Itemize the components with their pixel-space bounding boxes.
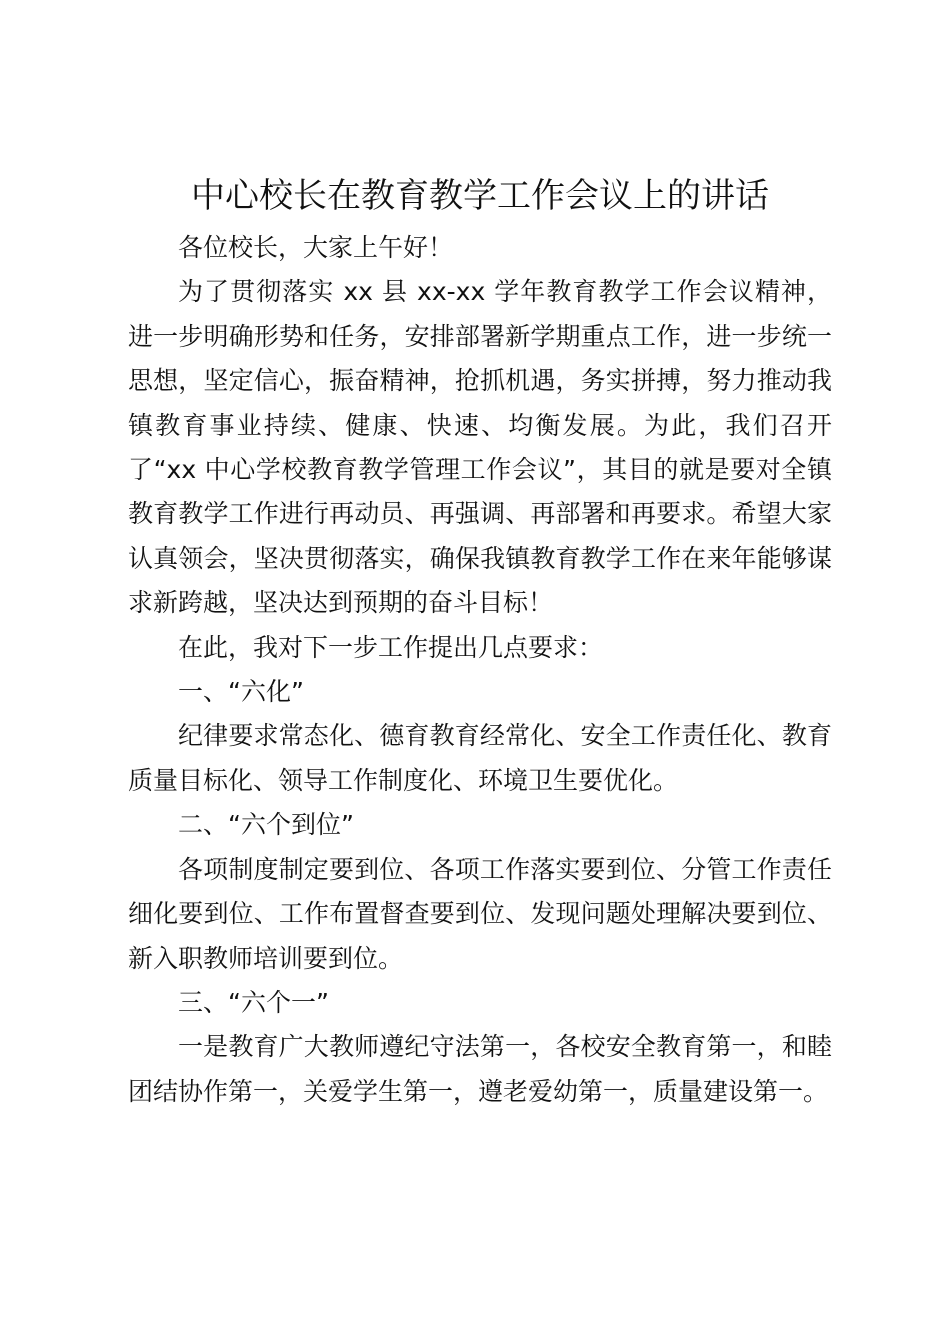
section-body-3: 一是教育广大教师遵纪守法第一，各校安全教育第一，和睦团结协作第一，关爱学生第一，遵老爱幼第一，质量建设第一。 bbox=[128, 1032, 832, 1106]
section-body-2: 各项制度制定要到位、各项工作落实要到位、分管工作责任细化要到位、工作布置督查要到位、发现问题处理解决要到位、新入职教师培训要到位。 bbox=[128, 854, 832, 973]
section-heading-1: 一、“六化” bbox=[178, 677, 304, 707]
requirements-lead-paragraph: 在此，我对下一步工作提出几点要求： bbox=[178, 632, 604, 662]
document-page bbox=[128, 172, 832, 1114]
document-title: 中心校长在教育教学工作会议上的讲话 bbox=[191, 176, 769, 216]
section-heading-2: 二、“六个到位” bbox=[178, 810, 354, 840]
greeting-paragraph: 各位校长，大家上午好！ bbox=[178, 233, 454, 262]
section-body-1: 纪律要求常态化、德育教育经常化、安全工作责任化、教育质量目标化、领导工作制度化、环境卫生要优化。 bbox=[128, 721, 832, 795]
intro-paragraph: 为了贯彻落实 xx 县 xx-xx 学年教育教学工作会议精神，进一步明确形势和任务，安排部署新学期重点工作，进一步统一思想，坚定信心，振奋精神，抢抓机遇，务实拼搏，努力推动我镇教育事业持续、健康、快速、均衡发展。为此，我们召开了“xx 中心学校教育教学管理工作会议”，其目的就是要对全镇教育教学工作进行再动员、再强调、再部署和再要求。希望大家认真领会，坚决贯彻落实，确保我镇教育教学工作在来年能够谋求新跨越，坚决达到预期的奋斗目标！ bbox=[128, 277, 832, 618]
section-heading-3: 三、“六个一” bbox=[178, 987, 329, 1017]
